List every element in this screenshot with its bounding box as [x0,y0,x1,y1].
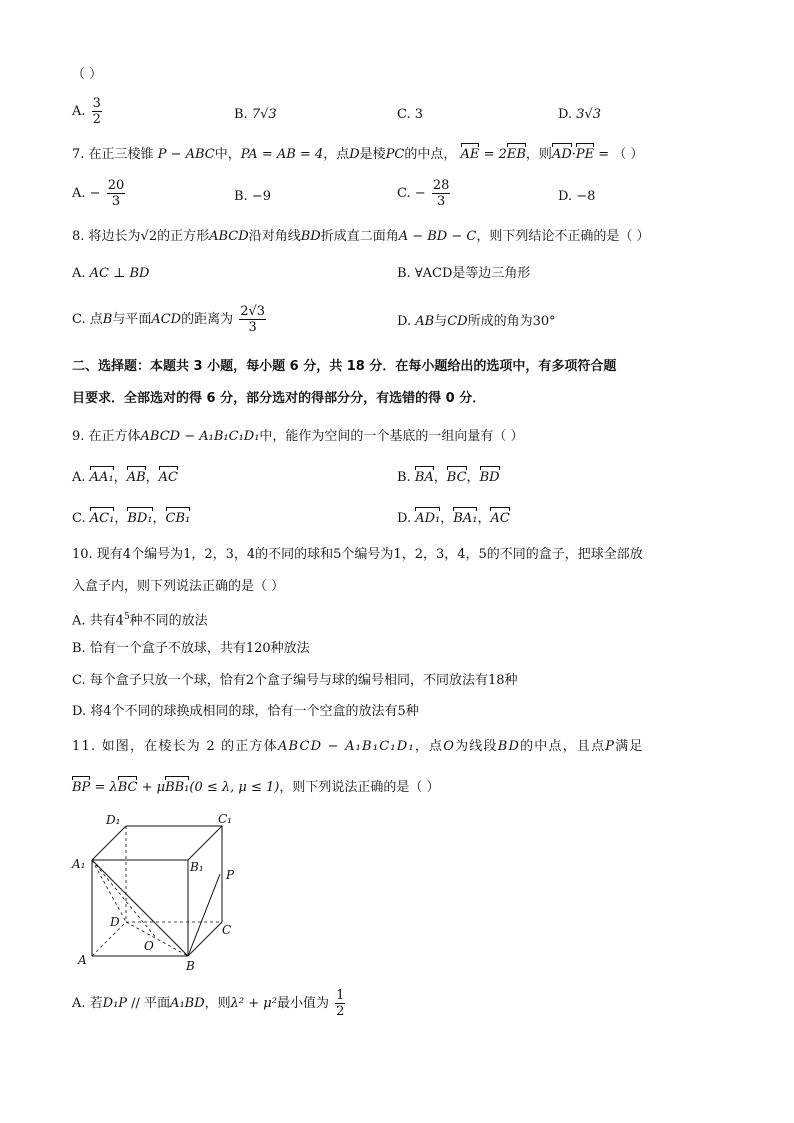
edge-b1-c1 [188,826,222,860]
label-b1: B₁ [190,860,204,874]
q7-text: ，点 [323,147,350,162]
option-math: A₁BD [170,996,205,1011]
numerator: 2√3 [240,304,266,319]
label-c1: C₁ [218,812,232,826]
q8-text: 沿对角线 [248,229,301,244]
q8-math: ABCD [209,229,249,244]
vector: BC [446,470,467,485]
q9-stem [72,428,524,446]
edge-a1-d1 [92,826,126,860]
fraction [92,96,102,127]
vector-ad: AD [551,147,572,162]
label-a: A [78,953,87,967]
separator: ， [113,470,127,485]
label-a1: A₁ [72,857,86,871]
q7-option-a [72,178,127,209]
q7-text: ，则 [525,147,552,162]
q11-math: P [605,739,616,754]
option-label: D. [558,107,573,122]
vector: BD [479,470,500,485]
separator: ， [433,470,447,485]
option-value: ∀ACD是等边三角形 [414,266,531,281]
q7-text: 7. 在正三棱锥 [72,147,154,162]
option-text: 种不同的放法 [129,613,208,629]
q7-option-b [234,188,271,206]
q6-option-c [397,106,423,124]
q9-option-a [72,469,178,487]
option-text: 与 [434,314,448,329]
q9-math: ABCD − A₁B₁C₁D₁ [140,429,260,444]
vector: AC [158,470,178,485]
option-value: 7√3 [251,107,277,122]
q10-option-d: D. 将4个不同的球换成相同的球，恰有一个空盒的放法有5种 [72,704,419,719]
q11-math: BD [497,739,521,754]
q8-option-b [397,265,530,283]
q8-option-a [72,265,149,283]
option-label: B. [234,107,248,122]
q7-math: D [349,147,360,162]
q10-option-c: C. 每个盒子只放一个球，恰有2个盒子编号与球的编号相同，不同放法有18种 [72,673,518,688]
q11-text: 的中点，且点 [520,739,606,754]
separator: ， [114,511,128,526]
label-p: P [226,868,235,882]
q8-stem [72,228,649,246]
option-value: −8 [576,189,596,204]
denominator: 3 [111,194,121,209]
vector: AC [490,511,510,526]
q7-text: 的中点， [404,147,457,162]
q7-math: = 2 [479,147,507,162]
segment-a1-d [92,860,126,922]
q11-stem-line1 [72,738,644,756]
option-value: −9 [251,189,271,204]
option-math: D₁P [102,996,128,1011]
minus-sign: − [414,186,426,201]
q7-math: P − ABC [157,147,215,162]
q8-math: A − BD − C [398,229,477,244]
vector: BD₁ [127,511,153,526]
q11-text: 满足 [615,739,644,754]
q11-option-a [72,988,347,1019]
option-label: D. [397,314,412,329]
option-label: D. [397,511,412,526]
q9-text: 9. 在正方体 [72,429,141,444]
q9-option-d [397,510,510,528]
segment-a1-o [92,860,157,939]
vector-ae: AE [460,147,480,162]
option-value: AC ⊥ BD [89,266,150,281]
fraction [432,178,451,209]
q6-paren: （ ） [72,67,103,82]
fraction [107,178,126,209]
q8-option-c [72,304,268,335]
option-math: AB [415,314,435,329]
q7-text: 中， [214,147,241,162]
segment-b-p [188,874,220,956]
option-label: A. [72,186,86,201]
q11-text: 11. 如图，在棱长为 2 的正方体 [72,739,278,754]
q9-text: 中，能作为空间的一个基底的一组向量有（ ） [259,429,524,444]
separator: ， [152,511,166,526]
q11-math: + μ [137,780,166,795]
denominator: 3 [248,320,257,335]
option-text: 最小值为 [276,996,329,1011]
numerator: 1 [336,988,345,1003]
q8-option-d [397,313,556,331]
q7-text: 是棱 [359,147,386,162]
label-c: C [222,923,232,937]
separator: ， [440,511,454,526]
label-b: B [186,959,195,973]
q10-stem-line2: 入盒子内，则下列说法正确的是（ ） [72,579,285,594]
vector: AD₁ [415,511,441,526]
numerator: 28 [432,178,450,193]
q9-option-c [72,510,190,528]
option-label: B. [397,266,411,281]
separator: ， [477,511,491,526]
section-2-heading: 二、选择题：本题共 3 小题，每小题 6 分，共 18 分．在每小题给出的选项中，有多项符合题 [72,359,617,374]
option-text: ，则 [204,996,231,1011]
q10-option-b: B. 恰有一个盒子不放球，共有120种放法 [72,641,310,656]
q8-text: 的正方形 [157,229,210,244]
separator: ， [466,470,480,485]
option-label: A. [72,470,86,485]
option-math: ACD [151,312,182,327]
dot-product: · [571,147,576,162]
option-text: 的距离为 [181,312,234,327]
q8-text: 折成直二面角 [320,229,399,244]
q11-math: ABCD − A₁B₁C₁D₁ [277,739,415,754]
section-2-heading-cont: 目要求．全部选对的得 6 分，部分选对的得部分分，有选错的得 0 分． [72,391,486,406]
q10-option-a [72,608,208,630]
q10-stem-line1: 10. 现有4个编号为1，2，3，4的不同的球和5个编号为1，2，3，4，5的不同的盒子，把球全部放 [72,547,643,562]
vector: BA₁ [453,511,478,526]
label-d: D [110,915,120,929]
label-o: O [144,939,154,953]
separator: ， [145,470,159,485]
q9-option-b [397,469,500,487]
numerator: 3 [92,96,101,111]
fraction [239,304,266,335]
q7-math: PA = AB = 4 [240,147,324,162]
q8-text: 8. 将边长为 [72,229,141,244]
vector: CB₁ [165,511,191,526]
q11-text: ，则下列说法正确的是（ ） [279,780,440,795]
q7-option-c [397,178,452,209]
q7-math: PC [385,147,405,162]
option-label: C. 3 [397,107,424,122]
option-text: 与平面 [112,312,152,327]
vector: AC₁ [89,511,115,526]
option-math: CD [447,314,468,329]
denominator: 2 [92,112,101,127]
power-base: 4 [115,613,124,629]
option-label: C. [397,186,411,201]
option-label: A. 若 [72,996,103,1011]
q8-math: √2 [140,229,158,244]
option-value: 3√3 [576,107,602,122]
q7-option-d [558,188,595,206]
option-text: // 平面 [127,996,171,1011]
vector-bp: BP [72,780,91,795]
edge-a-d [92,922,126,956]
denominator: 3 [436,194,446,209]
option-label: A. [72,266,86,281]
q11-stem-line2 [72,779,440,797]
option-label: B. [234,189,248,204]
q11-math: = λ [90,780,118,795]
option-label: B. [397,470,411,485]
option-text: 所成的角为30° [467,314,556,329]
cube-figure [70,808,250,978]
q6-option-a [72,96,104,127]
q8-math: BD [300,229,321,244]
q6-option-d [558,106,601,124]
q11-math: O [443,739,456,754]
q7-stem [72,146,643,164]
q11-math: (0 ≤ λ, μ ≤ 1) [189,780,280,795]
vector-pe: PE [575,147,595,162]
option-label: C. 点 [72,312,103,327]
option-label: C. [72,511,86,526]
option-label: A. 共有 [72,613,116,629]
minus-sign: − [89,186,101,201]
q11-text: 为线段 [455,739,498,754]
q11-text: ，点 [414,739,444,754]
edge-b-c [188,922,222,956]
option-math: λ² + μ² [230,996,277,1011]
label-d1: D₁ [106,813,121,827]
option-label: A. [72,104,86,119]
vector: BA [414,470,434,485]
q8-text: ，则下列结论不正确的是（ ） [476,229,650,244]
denominator: 2 [336,1004,345,1019]
numerator: 20 [107,178,125,193]
fraction [335,988,345,1019]
vector: AB [126,470,146,485]
vector: AA₁ [89,470,114,485]
power-exponent: 5 [123,612,130,622]
vector-bb1: BB₁ [165,780,190,795]
vector-eb: EB [506,147,526,162]
vector-bc: BC [117,780,138,795]
q7-text: = （ ） [594,147,644,162]
option-math: B [102,312,113,327]
q6-option-b [234,106,277,124]
option-label: D. [558,189,573,204]
